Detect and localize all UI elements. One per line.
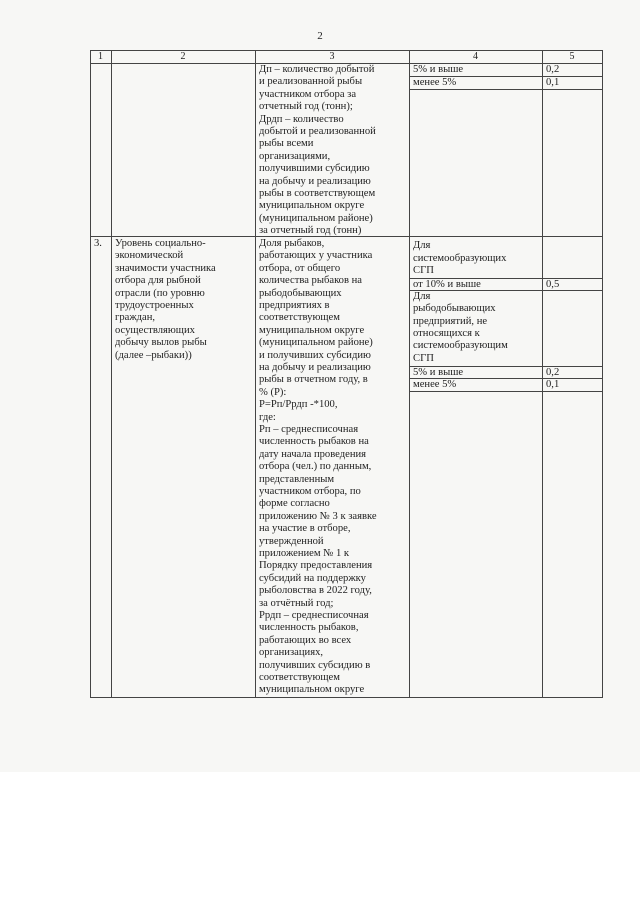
formula-description-line: работающих во всех	[259, 634, 352, 646]
formula-description-line: Доля рыбаков,	[259, 238, 325, 249]
column-divider	[409, 50, 410, 698]
formula-description-line: отбора, от общего	[259, 262, 341, 274]
group-label-line: рыбодобывающих	[413, 303, 496, 315]
formula-description-line: Ррдп – среднесписочная	[259, 610, 369, 621]
indicator-name-line: добычу вылов рыбы	[115, 337, 207, 349]
group-label-line: системообразующих	[413, 252, 507, 264]
table-border-right	[602, 50, 603, 698]
formula-description-line: добытой и реализованной	[259, 126, 376, 137]
indicator-name-line: отрасли (по уровню	[115, 287, 205, 299]
formula-description-line: муниципальном округе	[259, 684, 365, 695]
formula-description-line: организациями,	[259, 150, 331, 162]
criterion-score: 0,1	[546, 77, 560, 88]
column-divider	[255, 50, 256, 698]
formula-description-line: численность рыбаков на	[259, 436, 369, 448]
indicator-name-line: (далее –рыбаки))	[115, 349, 192, 361]
formula-description-line: количества рыбаков на	[259, 275, 362, 287]
formula-description-line: рыбы всеми	[259, 138, 314, 150]
formula-description-line: рыболовства в 2022 году,	[259, 585, 372, 597]
group-label-line: Для	[413, 240, 431, 251]
column-header: 5	[569, 51, 575, 62]
formula-description-line: получившими субсидию	[259, 163, 370, 175]
formula-description-line: численность рыбаков,	[259, 622, 359, 634]
table-border-left	[90, 50, 91, 698]
column-divider	[111, 50, 112, 698]
criterion-label: 5% и выше	[413, 366, 464, 378]
formula-description-line: отчетный год (тонн);	[259, 101, 353, 113]
criterion-score: 0,5	[546, 278, 560, 290]
formula-description-line: Р=Рп/Ррдп -*100,	[259, 399, 338, 411]
formula-description-line: получивших субсидию в	[259, 659, 371, 671]
group-label-line: относящихся к	[413, 327, 480, 339]
formula-description-line: работающих у участника	[259, 250, 373, 262]
formula-description-line: и реализованной рыбы	[259, 76, 363, 88]
formula-description-line: (муниципальном районе)	[259, 337, 373, 349]
formula-description-line: Дп – количество добытой	[259, 64, 375, 75]
indicator-name-line: Уровень социально-	[115, 238, 206, 249]
group-label-line: предприятий, не	[413, 315, 488, 327]
formula-description-line: за отчётный год;	[259, 597, 334, 609]
group-label-line: системообразующим	[413, 340, 508, 352]
indicator-name-line: отбора для рыбной	[115, 275, 201, 287]
row-number: 3.	[94, 238, 102, 249]
column-header: 2	[180, 51, 186, 62]
formula-description-line: представленным	[259, 473, 335, 485]
indicator-name-line: граждан,	[115, 312, 156, 324]
indicator-name-line: осуществляющих	[115, 324, 195, 336]
column-header: 1	[98, 51, 103, 62]
formula-description-line: рыбодобывающих	[259, 287, 342, 299]
formula-description-line: и получивших субсидию	[259, 349, 371, 361]
formula-description-line: участником отбора за	[259, 88, 357, 100]
indicator-name-line: значимости участника	[115, 262, 216, 274]
formula-description-line: на добычу и реализацию	[259, 175, 371, 187]
formula-description-line: Дрдп – количество	[259, 113, 344, 125]
formula-description-line: Порядку предоставления	[259, 560, 373, 572]
column-divider	[542, 50, 543, 698]
formula-description-line: утвержденной	[259, 535, 324, 547]
formula-description-line: предприятиях в	[259, 300, 330, 311]
table-border-bottom	[90, 697, 603, 698]
formula-description-line: дату начала проведения	[259, 448, 367, 460]
formula-description-line: % (Р):	[259, 386, 287, 398]
criterion-label: от 10% и выше	[413, 278, 481, 290]
formula-description-line: рыбы в соответствующем	[259, 188, 376, 199]
formula-description-line: на участие в отборе,	[259, 523, 351, 535]
criteria-table	[90, 50, 603, 698]
criterion-score: 0,2	[546, 64, 560, 75]
formula-description-line: (муниципальном районе)	[259, 212, 373, 224]
group-label-line: Для	[413, 291, 431, 302]
formula-description-line: приложением № 1 к	[259, 548, 350, 559]
criterion-score: 0,2	[546, 366, 560, 378]
criterion-label: менее 5%	[413, 379, 457, 390]
column-header: 4	[473, 51, 478, 62]
formula-description-line: рыбы в отчетном году, в	[259, 374, 368, 386]
formula-description-line: соответствующем	[259, 312, 340, 324]
page-number: 2	[317, 30, 323, 42]
formula-description-line: приложению № 3 к заявке	[259, 510, 377, 522]
criterion-label: 5% и выше	[413, 64, 464, 75]
formula-description-line: организациях,	[259, 647, 324, 659]
formula-description-line: отбора (чел.) по данным,	[259, 461, 372, 473]
indicator-name-line: экономической	[115, 250, 184, 262]
formula-description-line: Рп – среднесписочная	[259, 424, 359, 435]
formula-description-line: муниципальном округе	[259, 200, 365, 212]
formula-description-line: на добычу и реализацию	[259, 362, 371, 373]
indicator-name-line: трудоустроенных	[115, 300, 194, 311]
formula-description-line: муниципальном округе	[259, 324, 365, 336]
group-label-line: СГП	[413, 265, 434, 276]
formula-description-line: где:	[259, 411, 276, 423]
blank-area	[0, 772, 640, 905]
formula-description-line: форме согласно	[259, 498, 330, 510]
formula-description-line: участником отбора, по	[259, 486, 361, 497]
column-header: 3	[329, 51, 335, 62]
formula-description-line: субсидий на поддержку	[259, 572, 366, 584]
formula-description-line: за отчетный год (тонн)	[259, 225, 362, 236]
criterion-score: 0,1	[546, 379, 560, 390]
criterion-label: менее 5%	[413, 77, 457, 88]
formula-description-line: соответствующем	[259, 672, 340, 683]
group-label-line: СГП	[413, 352, 434, 364]
